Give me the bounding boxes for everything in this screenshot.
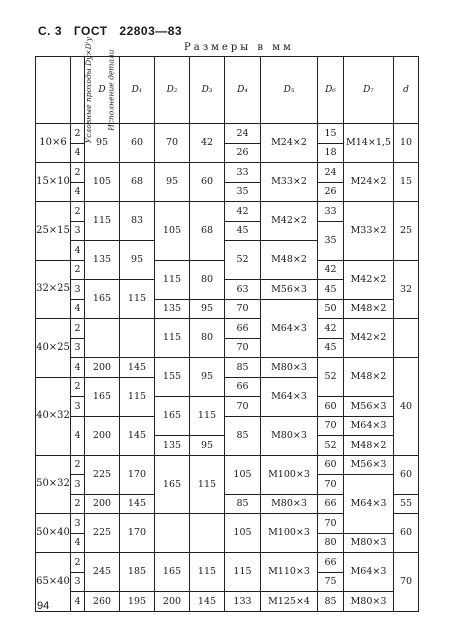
cell-D6: 24	[318, 163, 344, 183]
cell-cond: 50×40	[36, 514, 71, 553]
cell-D1: 83	[120, 202, 155, 241]
cell-D7: M42×2	[344, 260, 394, 299]
cell-d: 25	[394, 202, 419, 261]
cell-D2: 165	[155, 455, 190, 514]
cell-D: 115	[85, 202, 120, 241]
cell-D1: 170	[120, 514, 155, 553]
cell-D1: 185	[120, 553, 155, 592]
cell-D7: M80×3	[344, 592, 394, 612]
cell-exec: 2	[71, 553, 85, 573]
cell-D7: M56×3	[344, 397, 394, 417]
cell-D6: 80	[318, 533, 344, 553]
cell-D6: 42	[318, 319, 344, 339]
cell-cond: 50×32	[36, 455, 71, 514]
cell-D6: 60	[318, 397, 344, 417]
cell-D5: M100×3	[261, 514, 318, 553]
col-D6: D₆	[318, 57, 344, 124]
cell-d	[394, 319, 419, 358]
cell-D6: 18	[318, 143, 344, 163]
cell-exec: 4	[71, 533, 85, 553]
header-row	[36, 57, 419, 124]
cell-D3: 115	[190, 455, 225, 514]
cell-D6: 70	[318, 475, 344, 495]
cell-D4: 26	[225, 143, 261, 163]
cell-D2: 135	[155, 299, 190, 319]
cell-D5: M110×3	[261, 553, 318, 592]
page-number: 94	[37, 600, 50, 612]
cell-exec: 4	[71, 182, 85, 202]
cell-exec: 2	[71, 260, 85, 280]
cell-D5: M64×3	[261, 299, 318, 358]
cell-D3: 68	[190, 202, 225, 261]
cell-D6: 15	[318, 124, 344, 144]
cell-D2: 115	[155, 260, 190, 299]
cell-D3: 115	[190, 397, 225, 436]
cell-D1: 170	[120, 455, 155, 494]
cell-D2: 165	[155, 397, 190, 436]
cell-D6: 85	[318, 592, 344, 612]
cell-D6: 42	[318, 260, 344, 280]
cell-exec: 4	[71, 592, 85, 612]
cell-D5: M80×3	[261, 416, 318, 455]
cell-D3: 80	[190, 260, 225, 299]
cell-D4: 24	[225, 124, 261, 144]
cell-D7: M64×3	[344, 553, 394, 592]
cell-exec: 3	[71, 221, 85, 241]
cell-d: 40	[394, 358, 419, 456]
cell-D: 165	[85, 280, 120, 319]
cell-D7: M24×2	[344, 163, 394, 202]
cell-D1: 145	[120, 416, 155, 455]
cell-D1: 115	[120, 280, 155, 319]
col-D5: D₅	[261, 57, 318, 124]
col-D: D	[85, 57, 120, 124]
cell-D: 200	[85, 358, 120, 378]
cell-D4: 133	[225, 592, 261, 612]
cell-D1: 68	[120, 163, 155, 202]
col-D3: D₃	[190, 57, 225, 124]
cell-D3: 145	[190, 592, 225, 612]
cell-D7: M56×3	[344, 455, 394, 475]
cell-D: 225	[85, 514, 120, 553]
table-row	[36, 358, 419, 378]
cell-D7: M64×3	[344, 475, 394, 534]
cell-exec: 2	[71, 455, 85, 475]
cell-D7: M64×3	[344, 416, 394, 436]
cell-d: 60	[394, 455, 419, 494]
cell-cond: 10×6	[36, 124, 71, 163]
cell-D4: 70	[225, 397, 261, 417]
table-row	[36, 202, 419, 222]
cell-D2: 155	[155, 358, 190, 397]
cell-D7: M80×3	[344, 533, 394, 553]
cell-exec: 3	[71, 397, 85, 417]
cell-D5: M80×3	[261, 358, 318, 378]
cell-D4: 105	[225, 455, 261, 494]
cell-D1: 195	[120, 592, 155, 612]
cell-D2: 165	[155, 553, 190, 592]
page-label: С. 3	[38, 24, 63, 38]
cell-D4: 105	[225, 514, 261, 553]
cell-D4: 85	[225, 358, 261, 378]
cell-cond: 15×10	[36, 163, 71, 202]
cell-exec: 3	[71, 572, 85, 592]
cell-exec: 3	[71, 514, 85, 534]
col-D2: D₂	[155, 57, 190, 124]
cell-D4: 35	[225, 182, 261, 202]
cell-D4: 70	[225, 338, 261, 358]
cell-D1	[120, 319, 155, 358]
cell-exec: 2	[71, 202, 85, 222]
cell-D5: M100×3	[261, 455, 318, 494]
cell-D6: 66	[318, 553, 344, 573]
cell-exec: 3	[71, 475, 85, 495]
col-D1: D₁	[120, 57, 155, 124]
cell-exec: 4	[71, 299, 85, 319]
cell-D4: 42	[225, 202, 261, 222]
cell-D4: 85	[225, 416, 261, 455]
cell-d: 70	[394, 553, 419, 612]
cell-D4: 66	[225, 377, 261, 397]
cell-D7: M48×2	[344, 358, 394, 397]
standard-label: ГОСТ	[73, 24, 108, 38]
cell-D2: 135	[155, 436, 190, 456]
cell-D1: 95	[120, 241, 155, 280]
cell-cond: 40×32	[36, 377, 71, 455]
cell-D2: 105	[155, 202, 190, 261]
table-row	[36, 553, 419, 573]
cell-D5: M125×4	[261, 592, 318, 612]
cell-D6: 52	[318, 358, 344, 397]
col-conditional: Условные проходы Dy×D'y	[36, 57, 71, 124]
cell-D4: 115	[225, 553, 261, 592]
cell-exec: 4	[71, 143, 85, 163]
cell-D7: M14×1,5	[344, 124, 394, 163]
cell-D6: 45	[318, 338, 344, 358]
cell-D: 225	[85, 455, 120, 494]
cell-D: 95	[85, 124, 120, 163]
cell-D: 260	[85, 592, 120, 612]
cell-D7: M48×2	[344, 299, 394, 319]
cell-D4: 66	[225, 319, 261, 339]
cell-D4: 33	[225, 163, 261, 183]
cell-cond: 40×25	[36, 319, 71, 378]
cell-exec: 4	[71, 358, 85, 378]
cell-D6: 26	[318, 182, 344, 202]
cell-D7: M42×2	[344, 319, 394, 358]
cell-D1: 60	[120, 124, 155, 163]
cell-D3: 95	[190, 436, 225, 456]
cell-D: 200	[85, 416, 120, 455]
cell-exec: 2	[71, 124, 85, 144]
cell-D6: 60	[318, 455, 344, 475]
cell-D3: 60	[190, 163, 225, 202]
cell-D: 200	[85, 494, 120, 514]
cell-D5: M64×3	[261, 377, 318, 416]
cell-exec: 2	[71, 377, 85, 397]
cell-exec: 4	[71, 416, 85, 455]
cell-D3: 115	[190, 553, 225, 592]
cell-exec: 4	[71, 241, 85, 261]
cell-D: 165	[85, 377, 120, 416]
page-header	[38, 24, 190, 38]
cell-D6: 70	[318, 514, 344, 534]
cell-D: 135	[85, 241, 120, 280]
cell-D3: 42	[190, 124, 225, 163]
cell-D5: M56×3	[261, 280, 318, 300]
cell-D2: 115	[155, 319, 190, 358]
cell-d: 32	[394, 260, 419, 319]
cell-d: 55	[394, 494, 419, 514]
table-row	[36, 592, 419, 612]
cell-exec: 2	[71, 494, 85, 514]
standard-number: 22803—83	[119, 24, 183, 38]
cell-d: 15	[394, 163, 419, 202]
cell-d: 10	[394, 124, 419, 163]
cell-cond: 32×25	[36, 260, 71, 319]
cell-cond: 65×40	[36, 553, 71, 612]
cell-D1: 145	[120, 494, 155, 514]
cell-D2: 200	[155, 592, 190, 612]
cell-D3: 95	[190, 358, 225, 397]
cell-D3: 95	[190, 299, 225, 319]
cell-exec: 3	[71, 280, 85, 300]
cell-D7: M33×2	[344, 202, 394, 261]
cell-D4: 70	[225, 299, 261, 319]
cell-D1: 145	[120, 358, 155, 378]
cell-D: 245	[85, 553, 120, 592]
cell-D: 105	[85, 163, 120, 202]
cell-D6: 33	[318, 202, 344, 222]
cell-D2	[155, 514, 190, 553]
cell-D2: 95	[155, 163, 190, 202]
cell-D7: M48×2	[344, 436, 394, 456]
cell-D6: 75	[318, 572, 344, 592]
cell-D4: 63	[225, 280, 261, 300]
cell-D4: 52	[225, 241, 261, 280]
cell-D5: M24×2	[261, 124, 318, 163]
cell-d: 60	[394, 514, 419, 553]
table-row	[36, 319, 419, 339]
table-row	[36, 163, 419, 183]
cell-D6: 50	[318, 299, 344, 319]
cell-D2: 70	[155, 124, 190, 163]
cell-exec: 2	[71, 163, 85, 183]
col-execution: Исполнение детали	[71, 57, 85, 124]
cell-D3: 80	[190, 319, 225, 358]
cell-D4: 85	[225, 494, 261, 514]
cell-D6: 35	[318, 221, 344, 260]
cell-D	[85, 319, 120, 358]
cell-D4: 45	[225, 221, 261, 241]
col-D4: D₄	[225, 57, 261, 124]
col-d: d	[394, 57, 419, 124]
table-row	[36, 455, 419, 475]
cell-exec: 2	[71, 319, 85, 339]
cell-D6: 45	[318, 280, 344, 300]
cell-D5: M80×3	[261, 494, 318, 514]
cell-D6: 66	[318, 494, 344, 514]
units-caption: Размеры в мм	[184, 42, 294, 53]
cell-D5: M42×2	[261, 202, 318, 241]
cell-D5: M33×2	[261, 163, 318, 202]
cell-cond: 25×15	[36, 202, 71, 261]
cell-D3	[190, 514, 225, 553]
cell-exec: 3	[71, 338, 85, 358]
cell-D5: M48×2	[261, 241, 318, 280]
cell-D6: 70	[318, 416, 344, 436]
table-row	[36, 416, 419, 436]
col-D7: D₇	[344, 57, 394, 124]
cell-D1: 115	[120, 377, 155, 416]
cell-D6: 52	[318, 436, 344, 456]
